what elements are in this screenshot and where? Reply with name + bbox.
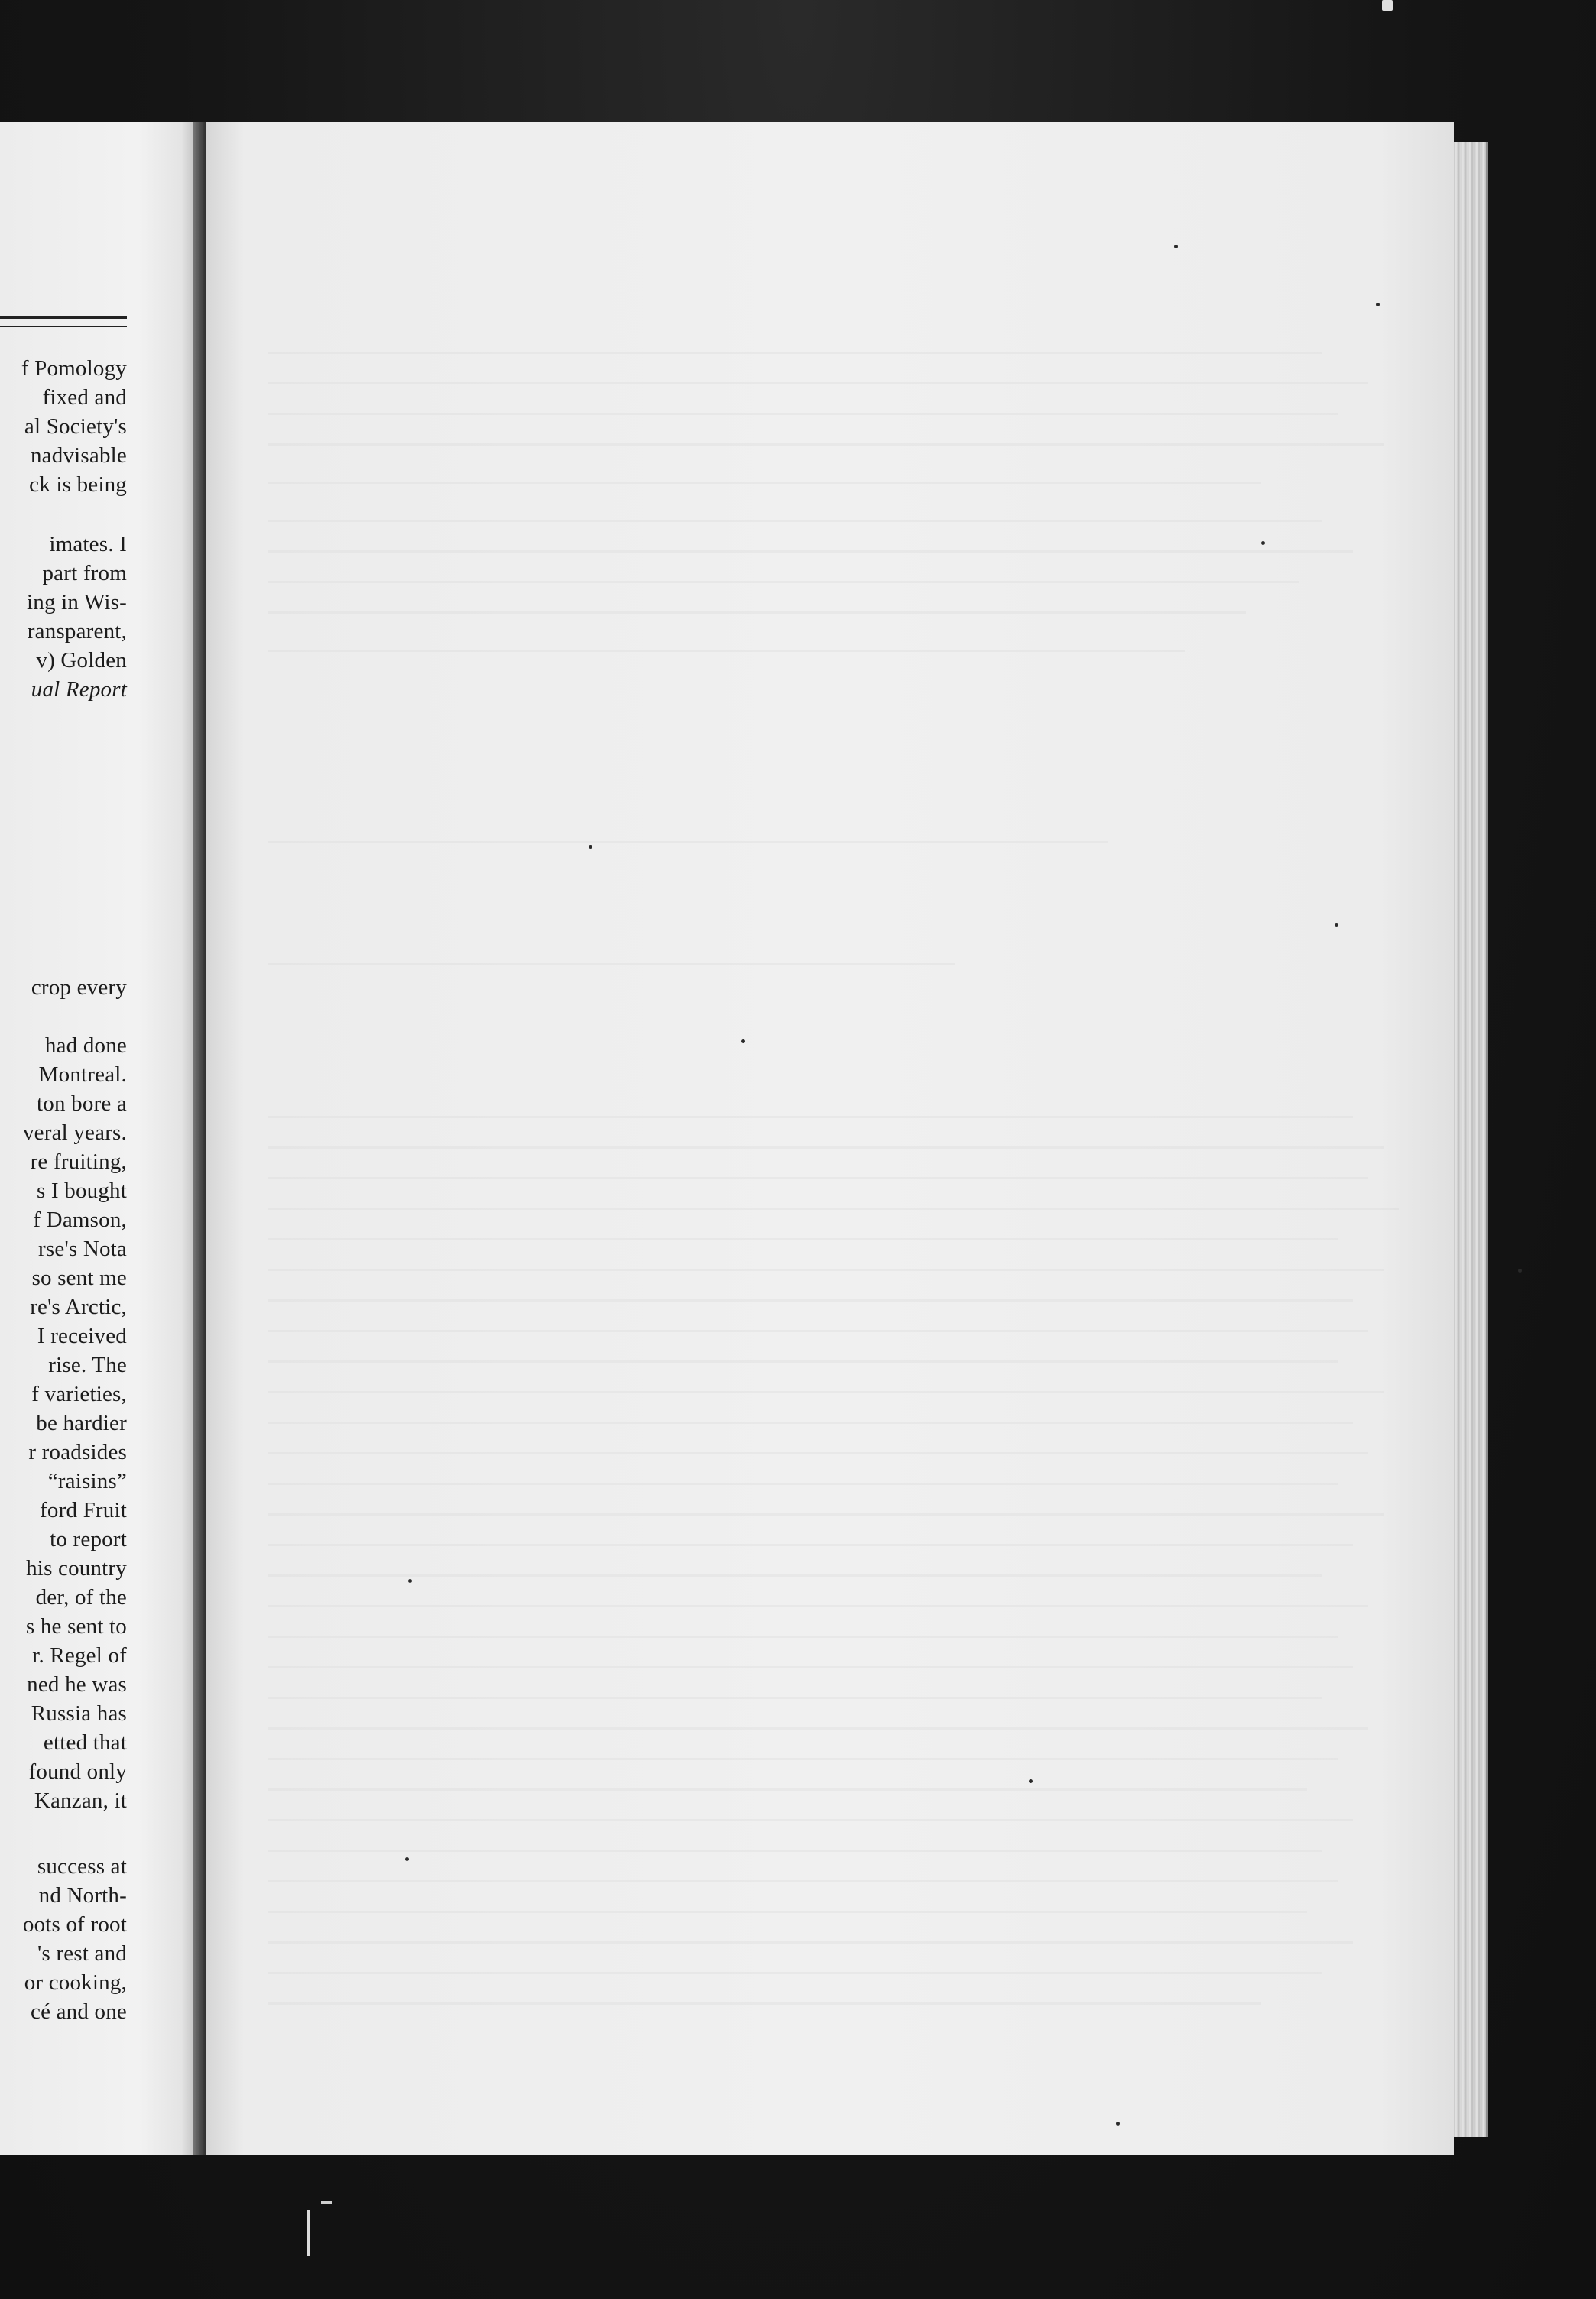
bleed-through-mark bbox=[268, 1911, 1307, 1913]
dust-speck bbox=[1335, 923, 1338, 927]
dust-speck bbox=[408, 1579, 412, 1583]
left-page-line: Kanzan, it bbox=[34, 1788, 127, 1813]
left-page-line: imates. I bbox=[49, 532, 127, 556]
left-page-line: re's Arctic, bbox=[30, 1295, 127, 1319]
bleed-through-mark bbox=[268, 1574, 1322, 1577]
bleed-through-mark bbox=[268, 1758, 1338, 1760]
bleed-through-mark bbox=[268, 1330, 1368, 1332]
left-page-line: part from bbox=[42, 561, 127, 585]
dust-speck bbox=[1376, 303, 1380, 306]
bleed-through-mark bbox=[268, 352, 1322, 354]
bleed-through-mark bbox=[268, 1269, 1384, 1271]
bleed-through-mark bbox=[268, 382, 1368, 384]
left-page-line: nd North- bbox=[38, 1883, 127, 1908]
bleed-through-mark bbox=[268, 1697, 1322, 1699]
bleed-through-mark bbox=[268, 2002, 1261, 2005]
dust-speck bbox=[589, 845, 592, 849]
bleed-through-mark bbox=[268, 581, 1299, 583]
bleed-through-mark bbox=[268, 1360, 1338, 1363]
bleed-through-mark bbox=[268, 1636, 1338, 1638]
left-page-line: der, of the bbox=[35, 1585, 127, 1610]
dust-speck bbox=[1518, 1269, 1522, 1273]
bleed-through-mark bbox=[268, 413, 1338, 415]
left-page-line: r. Regel of bbox=[32, 1643, 127, 1668]
left-page-line: re fruiting, bbox=[30, 1150, 127, 1174]
left-page-line: so sent me bbox=[31, 1266, 127, 1290]
left-page-line: be hardier bbox=[36, 1411, 127, 1435]
left-page-line: ck is being bbox=[29, 472, 127, 497]
left-page-line: I received bbox=[37, 1324, 127, 1348]
left-page-line: 's rest and bbox=[37, 1941, 127, 1966]
scan-artifact bbox=[321, 2201, 332, 2204]
bleed-through-mark bbox=[268, 443, 1384, 446]
left-page-line: success at bbox=[37, 1854, 127, 1879]
left-page-line: Russia has bbox=[31, 1701, 127, 1726]
bleed-through-mark bbox=[268, 841, 1108, 843]
left-page-line: veral years. bbox=[22, 1120, 127, 1145]
left-page-line: f Pomology bbox=[21, 356, 127, 381]
bleed-through-mark bbox=[268, 1513, 1384, 1516]
page-edges bbox=[1454, 142, 1488, 2137]
bleed-through-mark bbox=[268, 611, 1246, 614]
bleed-through-mark bbox=[268, 1880, 1338, 1882]
bleed-through-mark bbox=[268, 1819, 1353, 1821]
bleed-through-mark bbox=[268, 963, 955, 965]
bleed-through-mark bbox=[268, 1116, 1353, 1118]
left-page-line: s I bought bbox=[37, 1179, 127, 1203]
left-page-line: cé and one bbox=[31, 1999, 127, 2024]
left-page-line: his country bbox=[26, 1556, 127, 1581]
bleed-through-mark bbox=[268, 1146, 1384, 1149]
bleed-through-mark bbox=[268, 482, 1261, 484]
scan-artifact bbox=[307, 2210, 310, 2256]
bleed-through-mark bbox=[268, 1238, 1338, 1240]
left-page-line: Montreal. bbox=[38, 1062, 127, 1087]
left-page-line: al Society's bbox=[24, 414, 127, 439]
dust-speck bbox=[1261, 541, 1265, 545]
bleed-through-mark bbox=[268, 1727, 1368, 1730]
bleed-through-mark bbox=[268, 1941, 1353, 1944]
left-page-line: s he sent to bbox=[25, 1614, 127, 1639]
left-page-line: ford Fruit bbox=[40, 1498, 127, 1522]
bleed-through-mark bbox=[268, 1544, 1353, 1546]
bleed-through-mark bbox=[268, 1850, 1322, 1852]
left-page-line: had done bbox=[44, 1033, 127, 1058]
dust-speck bbox=[741, 1039, 745, 1043]
bleed-through-mark bbox=[268, 1972, 1322, 1974]
left-page-line: rise. The bbox=[48, 1353, 127, 1377]
left-page-line: etted that bbox=[43, 1730, 127, 1755]
bleed-through-mark bbox=[268, 650, 1185, 652]
bleed-through-mark bbox=[268, 1391, 1384, 1393]
left-page bbox=[0, 122, 197, 2155]
bleed-through-mark bbox=[268, 550, 1353, 553]
dust-speck bbox=[405, 1857, 409, 1861]
left-page-line: rse's Nota bbox=[38, 1237, 127, 1261]
left-page-line: f Damson, bbox=[33, 1208, 127, 1232]
left-page-line: ing in Wis- bbox=[26, 590, 127, 614]
dust-speck bbox=[1174, 245, 1178, 248]
header-rule bbox=[0, 316, 127, 319]
right-page-blank bbox=[206, 122, 1454, 2155]
bleed-through-mark bbox=[268, 1483, 1338, 1485]
bleed-through-mark bbox=[268, 1299, 1353, 1302]
scan-artifact bbox=[1382, 0, 1393, 11]
dust-speck bbox=[1116, 2122, 1120, 2126]
left-page-line: ned he was bbox=[27, 1672, 127, 1697]
left-page-line: ual Report bbox=[31, 677, 127, 702]
left-page-line: f varieties, bbox=[31, 1382, 127, 1406]
bleed-through-mark bbox=[268, 1422, 1353, 1424]
left-page-line: or cooking, bbox=[24, 1970, 127, 1995]
left-page-line: oots of root bbox=[22, 1912, 127, 1937]
left-page-line: “raisins” bbox=[47, 1469, 127, 1493]
left-page-line: ton bore a bbox=[37, 1091, 127, 1116]
bleed-through-mark bbox=[268, 1177, 1368, 1179]
left-page-line: to report bbox=[50, 1527, 127, 1552]
left-page-line: crop every bbox=[31, 975, 127, 1000]
left-page-line: ransparent, bbox=[27, 619, 127, 644]
bleed-through-mark bbox=[268, 1788, 1307, 1791]
left-page-line: nadvisable bbox=[30, 443, 127, 468]
bleed-through-mark bbox=[268, 1208, 1399, 1210]
bleed-through-mark bbox=[268, 1452, 1368, 1454]
bleed-through-mark bbox=[268, 1605, 1368, 1607]
bleed-through-mark bbox=[268, 520, 1322, 522]
dust-speck bbox=[1029, 1779, 1033, 1783]
left-page-line: v) Golden bbox=[36, 648, 127, 673]
left-page-line: fixed and bbox=[42, 385, 127, 410]
left-page-line: r roadsides bbox=[28, 1440, 127, 1464]
bleed-through-mark bbox=[268, 1666, 1353, 1668]
left-page-line: found only bbox=[28, 1759, 127, 1784]
header-rule-thin bbox=[0, 326, 127, 327]
